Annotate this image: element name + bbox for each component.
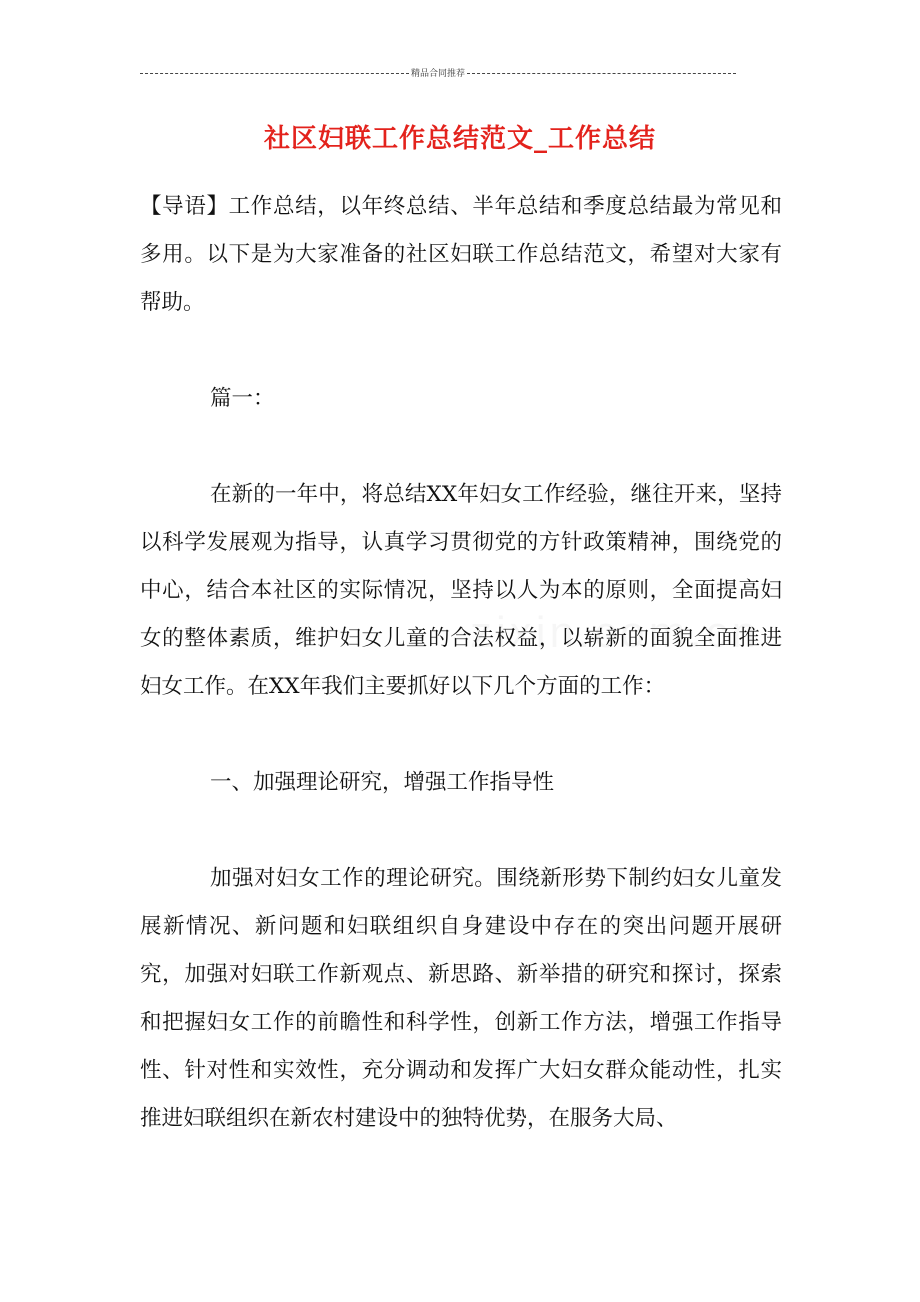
document-title: 社区妇联工作总结范文_工作总结 [263,124,656,154]
header-dash-right [467,73,736,74]
body-paragraph: 加强对妇女工作的理论研究。围绕新形势下制约妇女儿童发展新情况、新问题和妇联组织自身建设中存在的突出问题开展研究，加强对妇联工作新观点、新思路、新举措的研究和探讨，探索和把握妇女工作的前瞻性和科学性，创新工作方法，增强工作指导性、针对性和实效性，充分调动和发挥广大妇女群众能动性，扎实推进妇联组织在新农村建设中的独特优势，在服务大局、 [140,866,782,1131]
paragraph-gap [140,807,782,855]
section-heading: 一、加强理论研究，增强工作指导性 [210,770,555,795]
paragraph-gap [140,423,782,471]
section-label: 篇一： [210,386,275,411]
header-dash-left [140,73,409,74]
document-body [140,183,782,1143]
paragraph-gap [140,711,782,759]
header-label: 精品合同推荐 [411,68,466,78]
intro-paragraph: 【导语】工作总结，以年终总结、半年总结和季度总结最为常见和多用。以下是为大家准备的社区妇联工作总结范文，希望对大家有帮助。 [140,194,782,315]
paragraph-gap [140,327,782,375]
page-header-rule [140,66,736,79]
body-paragraph: 在新的一年中，将总结XX年妇女工作经验，继往开来，坚持以科学发展观为指导，认真学习贯彻党的方针政策精神，围绕党的中心，结合本社区的实际情况，坚持以人为本的原则，全面提高妇女的整体素质，维护妇女儿童的合法权益，以崭新的面貌全面推进妇女工作。在XX年我们主要抓好以下几个方面的工作： [140,482,782,699]
